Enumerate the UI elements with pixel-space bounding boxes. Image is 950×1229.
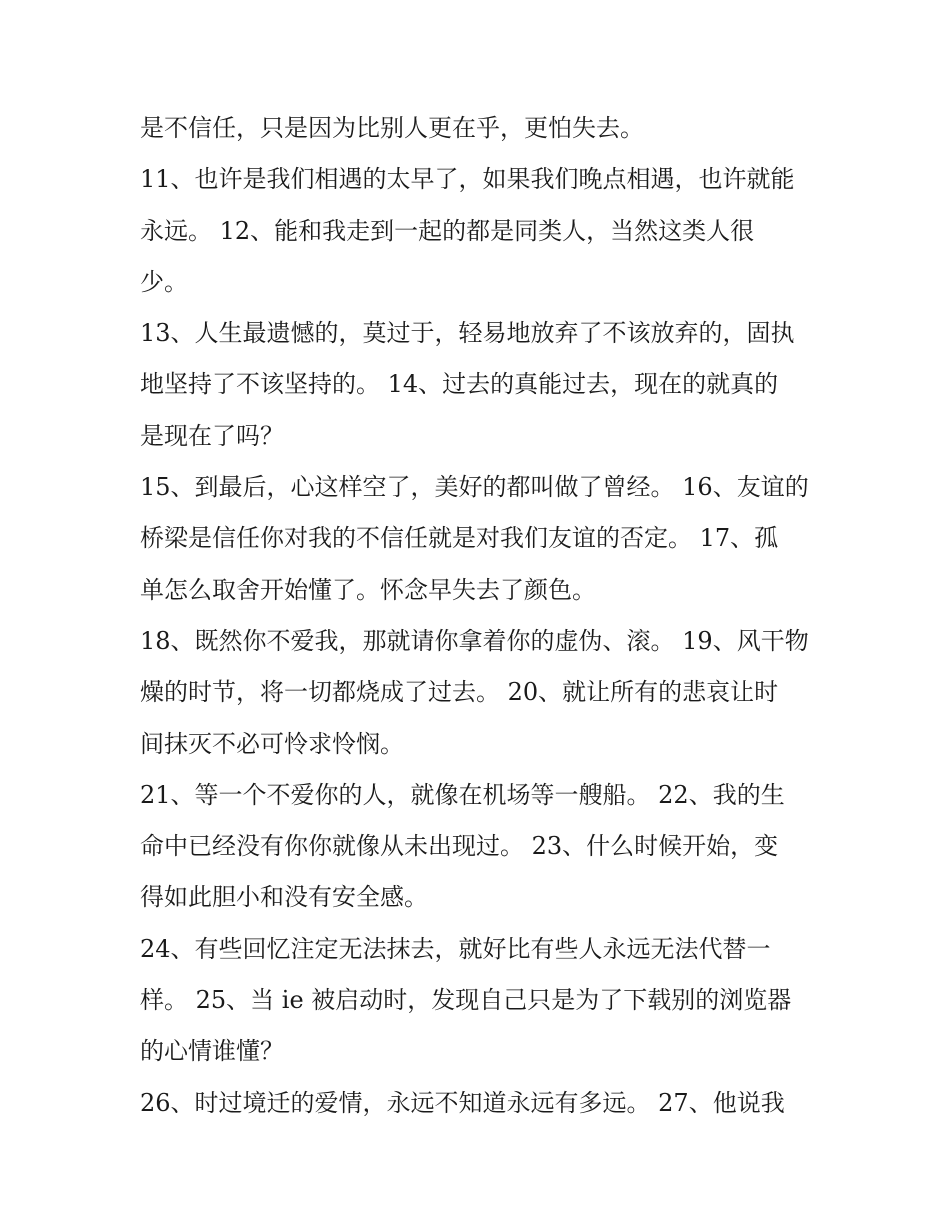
text-line: 命中已经没有你你就像从未出现过。 23、什么时候开始，变 (140, 832, 779, 861)
text-line: 地坚持了不该坚持的。 14、过去的真能过去，现在的就真的 (140, 370, 779, 399)
text-line: 15、到最后，心这样空了，美好的都叫做了曾经。 16、友谊的 (140, 473, 809, 502)
text-line: 的心情谁懂？ (140, 1037, 284, 1066)
text-line: 得如此胆小和没有安全感。 (140, 883, 428, 912)
text-line: 是现在了吗？ (140, 421, 284, 450)
text-line: 永远。 12、能和我走到一起的都是同类人，当然这类人很 (140, 216, 755, 245)
text-line: 26、时过境迁的爱情，永远不知道永远有多远。 27、他说我 (140, 1088, 785, 1117)
text-line: 11、也许是我们相遇的太早了，如果我们晚点相遇，也许就能 (140, 165, 795, 194)
text-line: 间抹灭不必可怜求怜悯。 (140, 729, 404, 758)
text-line: 18、既然你不爱我，那就请你拿着你的虚伪、滚。 19、风干物 (140, 626, 809, 655)
text-line: 桥梁是信任你对我的不信任就是对我们友谊的否定。 17、孤 (140, 524, 779, 553)
text-line: 少。 (140, 267, 188, 296)
text-line: 燥的时节，将一切都烧成了过去。 20、就让所有的悲哀让时 (140, 678, 779, 707)
text-line: 21、等一个不爱你的人，就像在机场等一艘船。 22、我的生 (140, 780, 785, 809)
text-line: 样。 25、当 ie 被启动时，发现自己只是为了下载别的浏览器 (140, 986, 792, 1015)
text-line: 13、人生最遗憾的，莫过于，轻易地放弃了不该放弃的，固执 (140, 319, 795, 348)
body-text (140, 103, 820, 1129)
text-line: 单怎么取舍开始懂了。怀念早失去了颜色。 (140, 575, 596, 604)
text-line: 24、有些回忆注定无法抹去，就好比有些人永远无法代替一 (140, 934, 771, 963)
text-line: 是不信任，只是因为比别人更在乎，更怕失去。 (140, 114, 644, 142)
